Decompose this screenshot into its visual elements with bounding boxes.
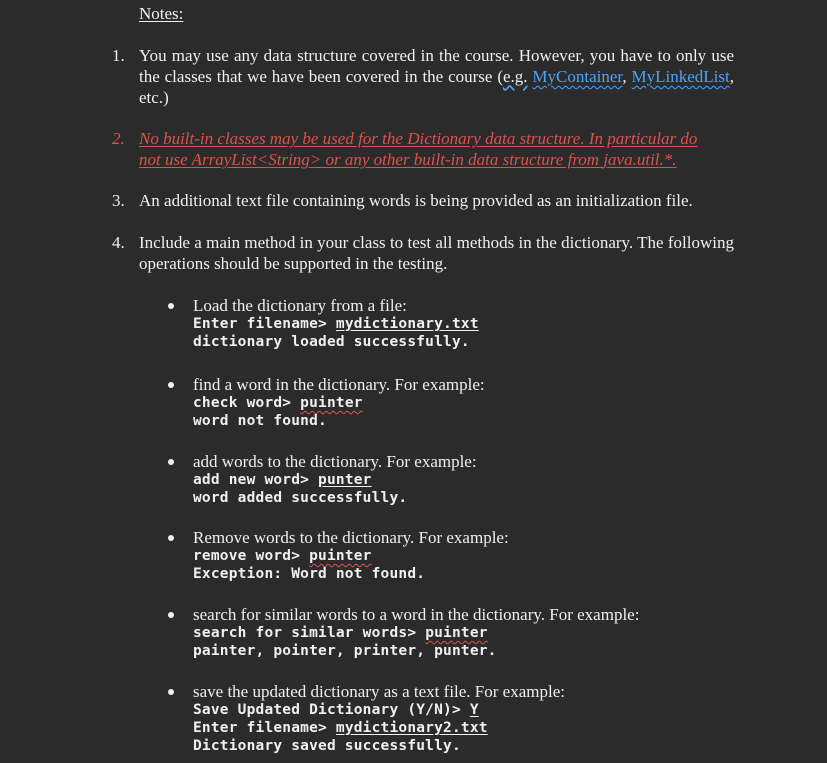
console-input-line-2: Enter filename> mydictionary2.txt <box>193 720 488 736</box>
bullet-icon <box>168 459 174 465</box>
bullet-item-search <box>168 605 728 660</box>
bullet-description: find a word in the dictionary. For example: <box>193 375 485 394</box>
console-input-line: search for similar words> puinter <box>193 625 488 641</box>
item-text: Include a main method in your class to test all methods in the dictionary. The following operations should be supported in the testing. <box>139 233 734 273</box>
list-item-4 <box>112 232 734 274</box>
item-text: You may use any data structure covered in the course. However, you have to only use the classes that we have been covered in the course (e.g. MyContainer, MyLinkedList, etc.) <box>139 46 734 107</box>
bullet-icon <box>168 535 174 541</box>
item-number: 2. <box>112 129 125 148</box>
arraylist-text: ArrayList<String> <box>191 150 322 169</box>
list-item-1 <box>112 45 734 108</box>
bullet-item-find <box>168 375 728 430</box>
java-util-text: java.util.* <box>603 150 673 169</box>
bullet-description: search for similar words to a word in the dictionary. For example: <box>193 605 640 624</box>
console-output-line: dictionary loaded successfully. <box>193 334 470 350</box>
console-output-line: Exception: Word not found. <box>193 566 426 582</box>
list-item-3 <box>112 190 734 211</box>
bullet-icon <box>168 612 174 618</box>
console-output-line: painter, pointer, printer, punter. <box>193 643 497 659</box>
bullet-item-save <box>168 682 728 755</box>
mycontainer-link[interactable]: MyContainer <box>532 67 623 86</box>
bullet-description: Remove words to the dictionary. For example: <box>193 528 509 547</box>
bullet-description: save the updated dictionary as a text file. For example: <box>193 682 565 701</box>
console-input-line: check word> puinter <box>193 395 363 411</box>
bullet-description: add words to the dictionary. For example: <box>193 452 477 471</box>
console-input-line: Save Updated Dictionary (Y/N)> Y <box>193 702 479 718</box>
item-number: 1. <box>112 46 125 65</box>
eg-text: e.g. <box>503 67 528 86</box>
bullet-icon <box>168 382 174 388</box>
bullet-item-remove <box>168 528 728 583</box>
console-output-line: Dictionary saved successfully. <box>193 738 461 754</box>
console-input-line: Enter filename> mydictionary.txt <box>193 316 479 332</box>
bullet-icon <box>168 303 174 309</box>
console-output-line: word not found. <box>193 413 327 429</box>
bullet-description: Load the dictionary from a file: <box>193 296 407 315</box>
item-text: No built-in classes may be used for the Dictionary data structure. In particular do not use ArrayList<String> or any other built-in data structure from java.util.*. <box>139 129 698 169</box>
item-number: 4. <box>112 233 125 252</box>
list-item-2 <box>112 128 734 170</box>
item-text: An additional text file containing words is being provided as an initialization file. <box>139 191 693 210</box>
bullet-item-add <box>168 452 728 507</box>
console-output-line: word added successfully. <box>193 490 408 506</box>
item-number: 3. <box>112 191 125 210</box>
bullet-icon <box>168 689 174 695</box>
notes-title: Notes: <box>139 4 184 23</box>
console-input-line: remove word> puinter <box>193 548 372 564</box>
bullet-item-load <box>168 296 728 351</box>
mylinkedlist-link[interactable]: MyLinkedList <box>631 67 730 86</box>
console-input-line: add new word> punter <box>193 472 372 488</box>
